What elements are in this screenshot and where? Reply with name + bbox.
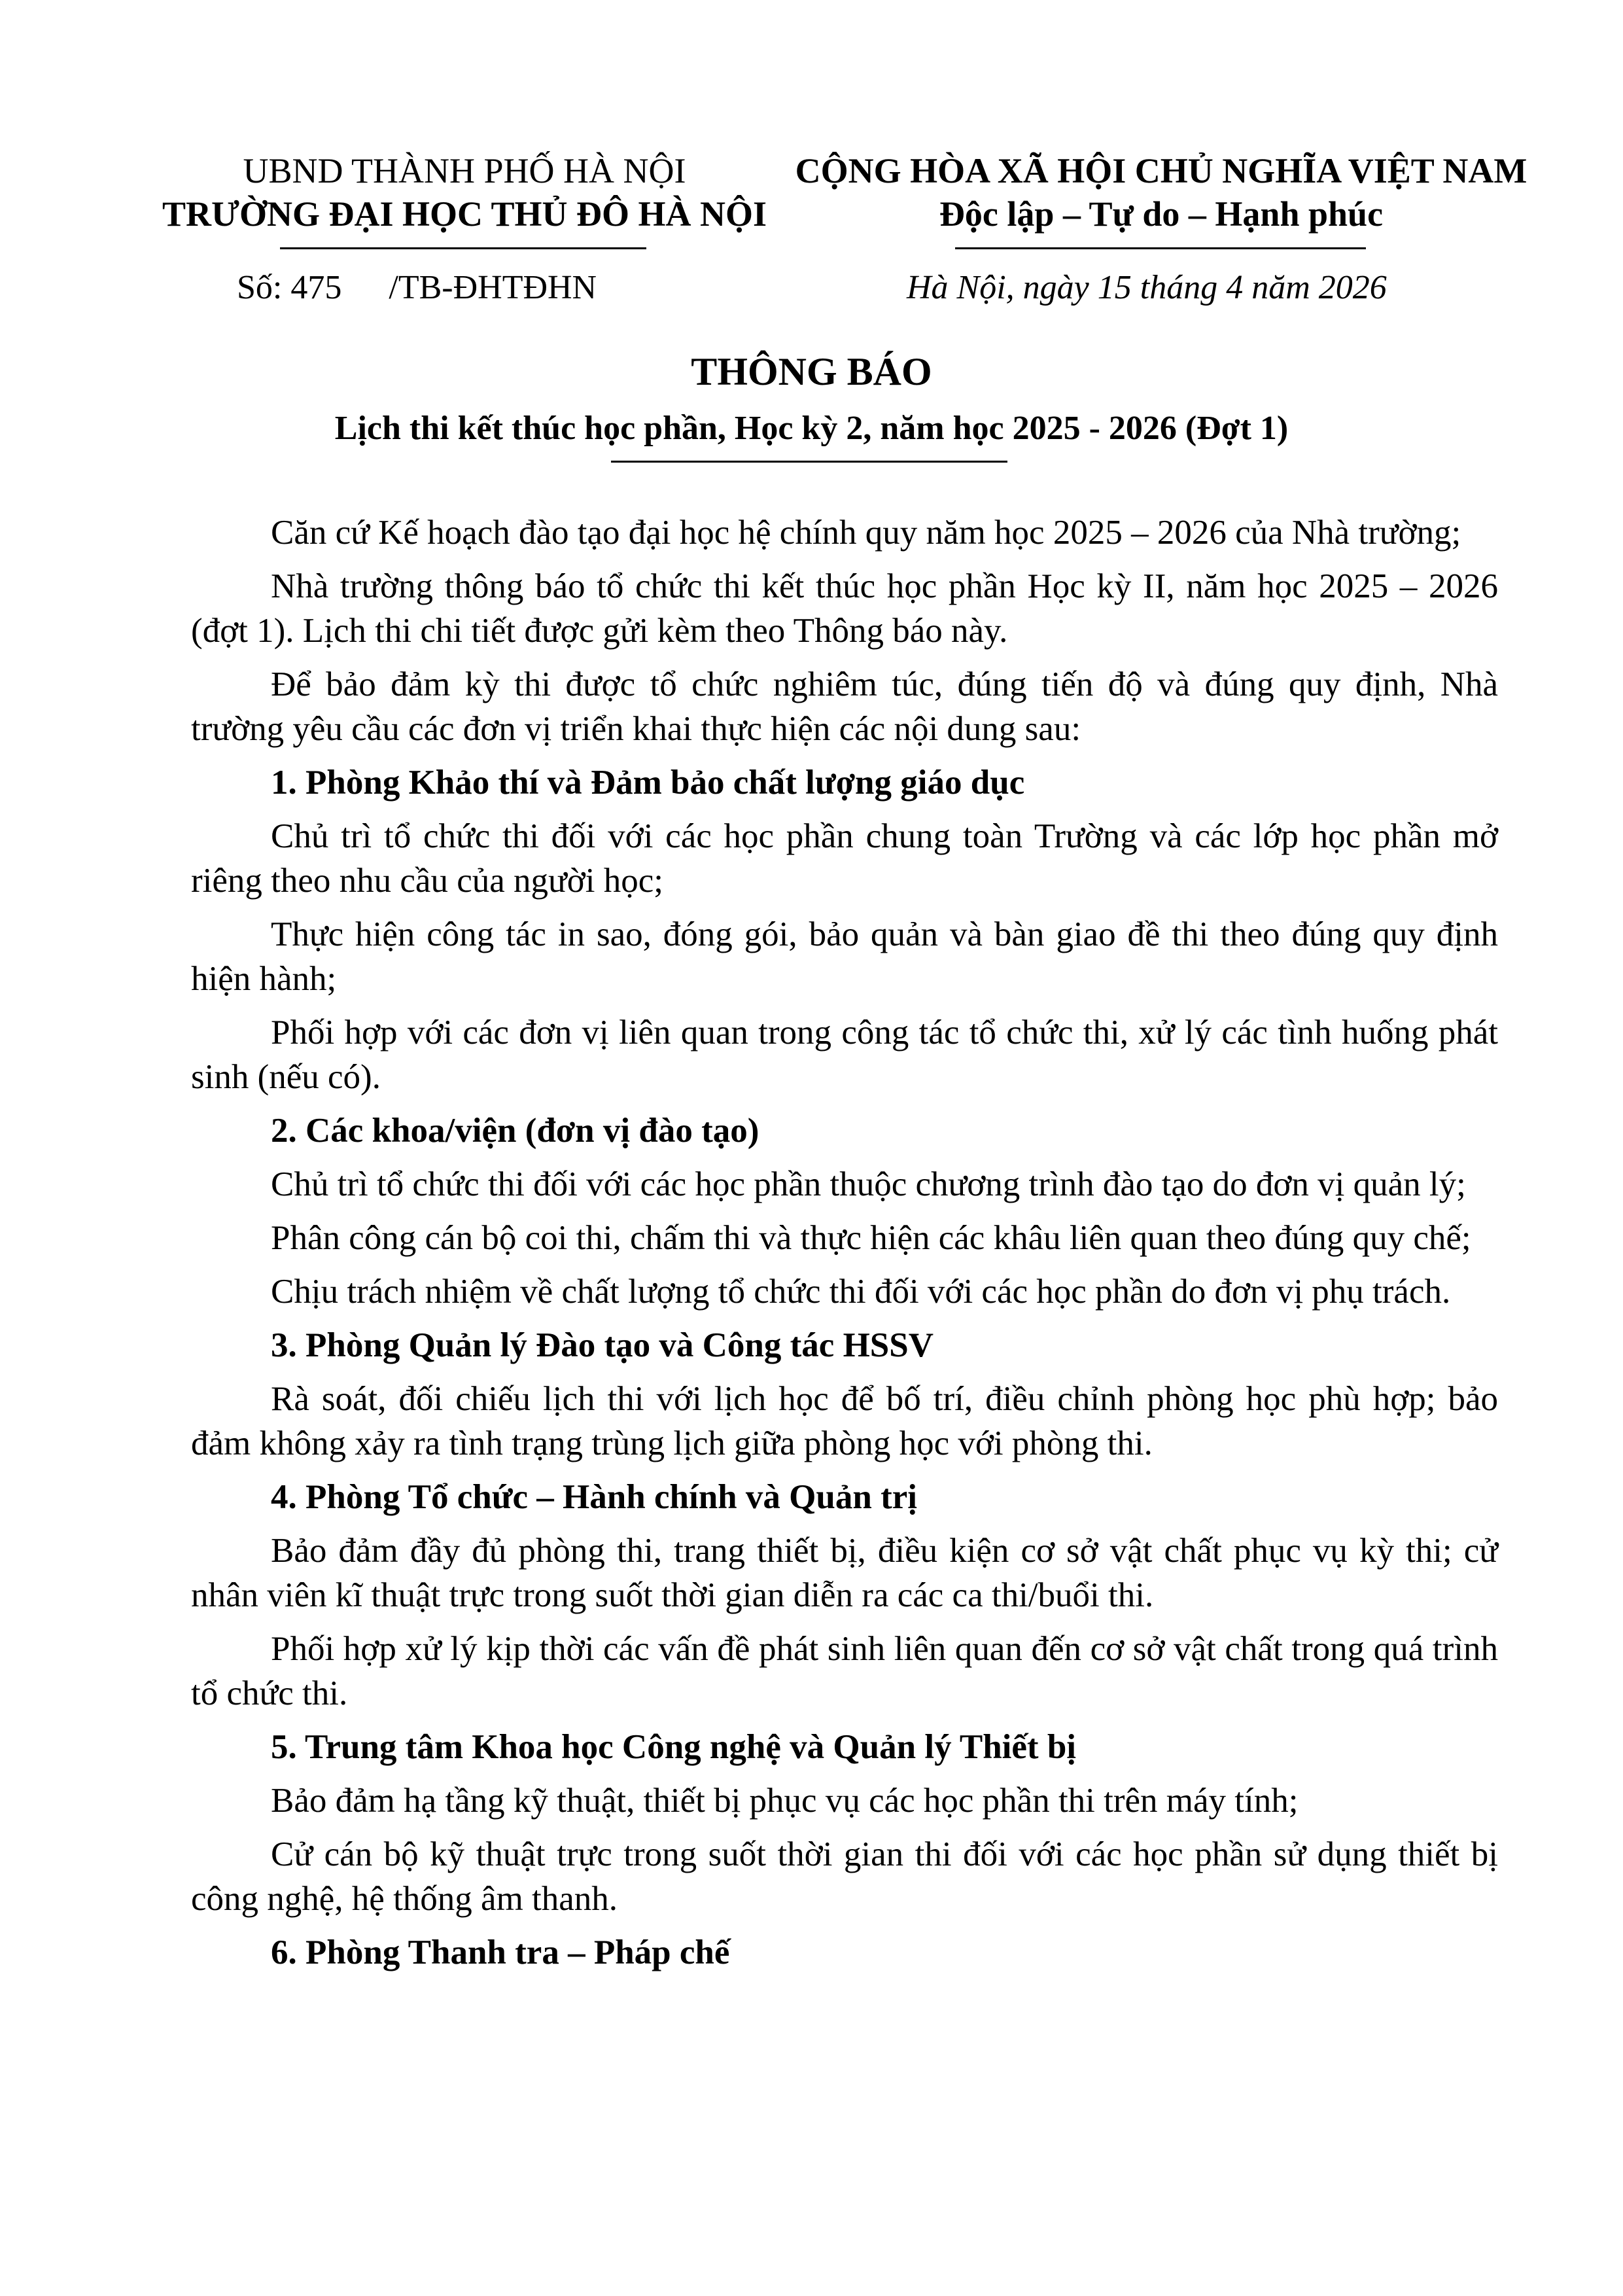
section-heading: 1. Phòng Khảo thí và Đảm bảo chất lượng giáo dục (271, 764, 1025, 802)
motto-underline (955, 247, 1366, 249)
body-paragraph: Phối hợp xử lý kịp thời các vấn đề phát sinh liên quan đến cơ sở vật chất trong quá trình tổ chức thi. (191, 1630, 1498, 1712)
document-number-value: 475 (290, 269, 342, 306)
body-paragraph: Nhà trường thông báo tổ chức thi kết thúc học phần Học kỳ II, năm học 2025 – 2026 (đợt 1). Lịch thi chi tiết được gửi kèm theo Thông báo này. (191, 567, 1498, 650)
section-heading: 4. Phòng Tổ chức – Hành chính và Quản trị (271, 1478, 917, 1516)
national-motto (778, 149, 1544, 236)
section-heading: 5. Trung tâm Khoa học Công nghệ và Quản lý Thiết bị (271, 1728, 1077, 1766)
body-paragraph: Cử cán bộ kỹ thuật trực trong suốt thời gian thi đối với các học phần sử dụng thiết bị công nghệ, hệ thống âm thanh. (191, 1835, 1498, 1918)
body-paragraph: Chủ trì tổ chức thi đối với các học phần thuộc chương trình đào tạo do đơn vị quản lý; (271, 1165, 1466, 1203)
body-paragraph: Phân công cán bộ coi thi, chấm thi và thực hiện các khâu liên quan theo đúng quy chế; (271, 1219, 1471, 1257)
document-date: Hà Nội, ngày 15 tháng 4 năm 2026 (907, 269, 1387, 306)
title-underline (611, 461, 1007, 463)
body-paragraph: Thực hiện công tác in sao, đóng gói, bảo quản và bàn giao đề thi theo đúng quy định hiện hành; (191, 915, 1498, 998)
body-paragraph: Bảo đảm hạ tầng kỹ thuật, thiết bị phục vụ các học phần thi trên máy tính; (271, 1782, 1299, 1820)
motto: Độc lập – Tự do – Hạnh phúc (939, 194, 1384, 234)
document-number (237, 265, 597, 311)
document-title: THÔNG BÁO (691, 350, 932, 393)
authority-line-2: TRƯỜNG ĐẠI HỌC THỦ ĐÔ HÀ NỘI (162, 194, 767, 234)
authority-line-1: UBND THÀNH PHỐ HÀ NỘI (243, 151, 686, 190)
document-number-prefix: Số: (237, 269, 291, 306)
body-paragraph: Rà soát, đối chiếu lịch thi với lịch học để bố trí, điều chỉnh phòng học phù hợp; bảo đảm không xảy ra tình trạng trùng lịch giữa phòng học với phòng thi. (191, 1380, 1498, 1462)
country-name: CỘNG HÒA XÃ HỘI CHỦ NGHĨA VIỆT NAM (795, 151, 1527, 190)
section-heading: 2. Các khoa/viện (đơn vị đào tạo) (271, 1112, 759, 1150)
body-paragraph: Chịu trách nhiệm về chất lượng tổ chức thi đối với các học phần do đơn vị phụ trách. (271, 1273, 1451, 1311)
issuing-authority (150, 149, 778, 236)
authority-underline (280, 247, 646, 249)
section-heading: 6. Phòng Thanh tra – Pháp chế (271, 1934, 730, 1971)
body-paragraph: Phối hợp với các đơn vị liên quan trong công tác tổ chức thi, xử lý các tình huống phát sinh (nếu có). (191, 1014, 1498, 1096)
document-number-suffix: /TB-ĐHTĐHN (389, 269, 597, 306)
body-paragraph: Bảo đảm đầy đủ phòng thi, trang thiết bị, điều kiện cơ sở vật chất phục vụ kỳ thi; cử nhân viên kĩ thuật trực trong suốt thời gian diễn ra các ca thi/buổi thi. (191, 1532, 1498, 1614)
document-subtitle: Lịch thi kết thúc học phần, Học kỳ 2, năm học 2025 - 2026 (Đợt 1) (334, 410, 1289, 447)
section-heading: 3. Phòng Quản lý Đào tạo và Công tác HSSV (271, 1326, 934, 1364)
body-paragraph: Để bảo đảm kỳ thi được tổ chức nghiêm túc, đúng tiến độ và đúng quy định, Nhà trường yêu cầu các đơn vị triển khai thực hiện các nội dung sau: (191, 665, 1498, 748)
document-body (191, 510, 1498, 1984)
body-paragraph: Chủ trì tổ chức thi đối với các học phần chung toàn Trường và các lớp học phần mở riêng theo nhu cầu của người học; (191, 817, 1498, 900)
body-paragraph: Căn cứ Kế hoạch đào tạo đại học hệ chính quy năm học 2025 – 2026 của Nhà trường; (271, 514, 1461, 552)
